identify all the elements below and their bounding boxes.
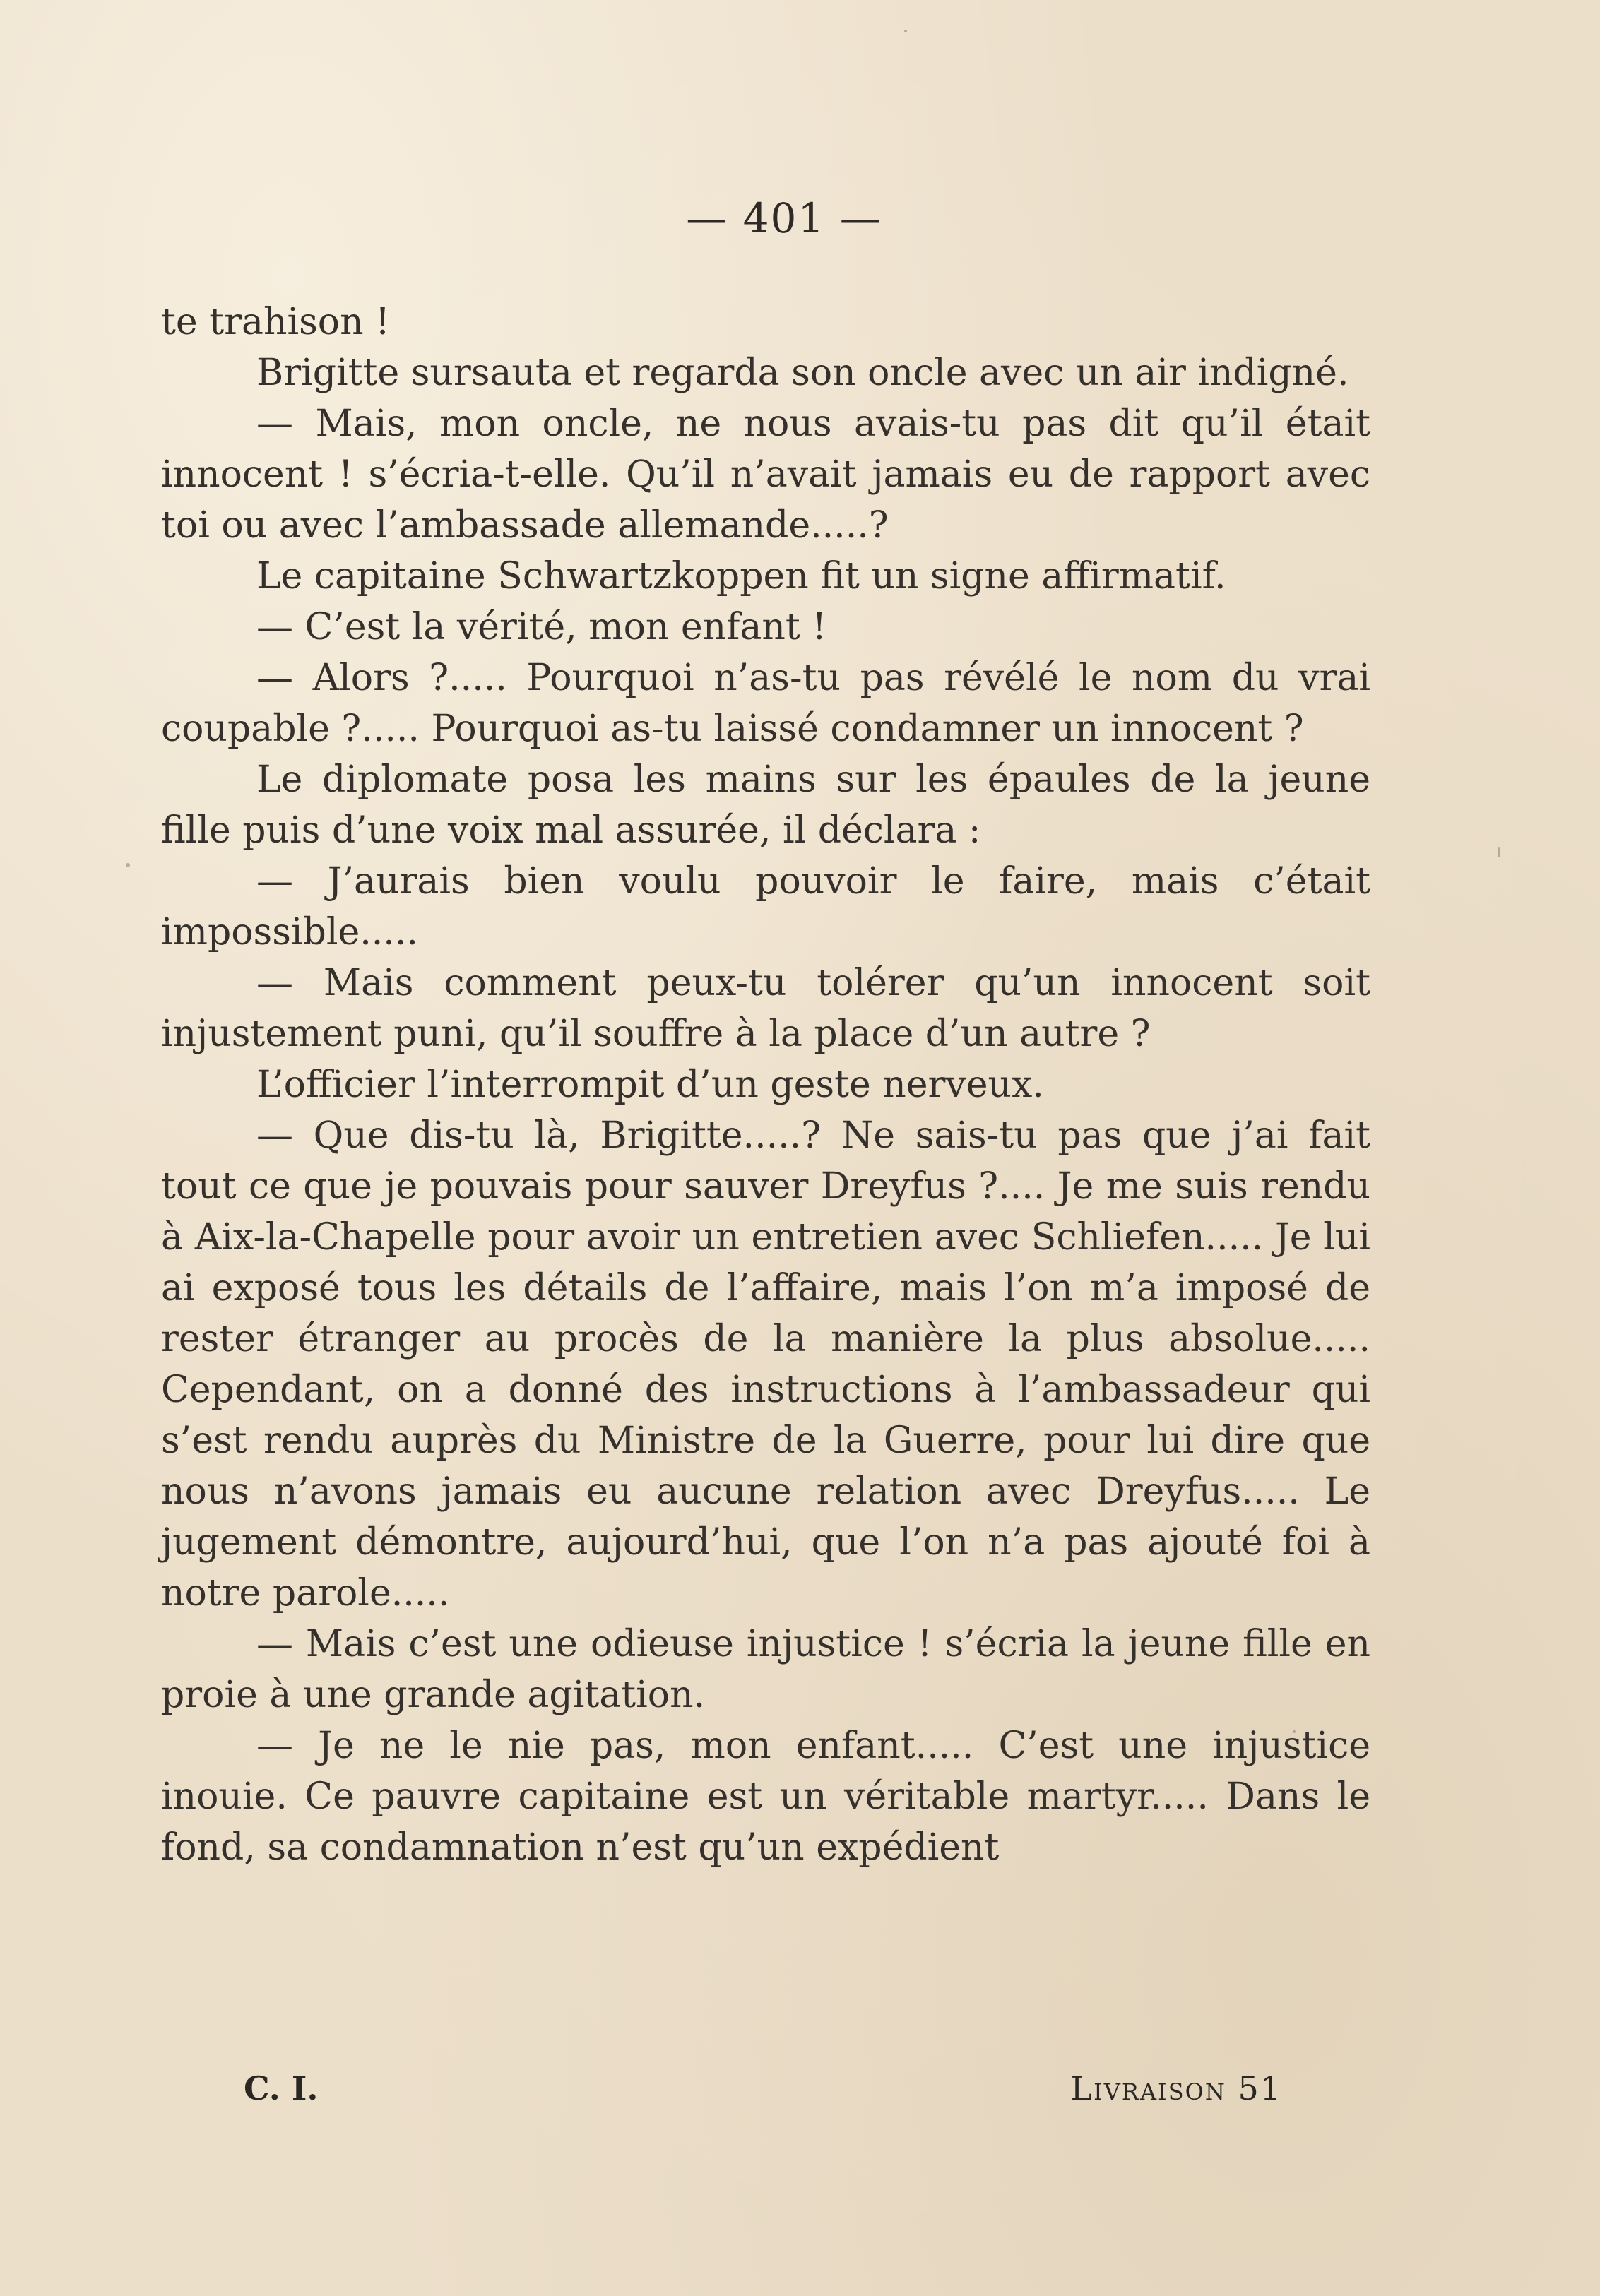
paragraph: — Je ne le nie pas, mon enfant..... C’est une injustice inouie. Ce pauvre capitaine est un véritable martyr..... Dans le fond, sa condamnation n’est qu’un expédient	[161, 1725, 1370, 1869]
page-footer	[244, 2069, 1282, 2119]
paper-speck	[126, 863, 130, 867]
footer-signature-mark: C. I.	[244, 2069, 319, 2107]
paragraph: Brigitte sursauta et regarda son oncle avec un air indigné.	[256, 352, 1349, 394]
paragraph: — Que dis-tu là, Brigitte.....? Ne sais-tu pas que j’ai fait tout ce que je pouvais pour sauver Dreyfus ?.... Je me suis rendu à Aix-la-Chapelle pour avoir un entretien avec Schliefen..... Je lui ai exposé tous les détails de l’affaire, mais l’on m’a imposé de rester étranger au procès de la manière la plus absolue..... Cependant, on a donné des instructions à l’ambassadeur qui s’est rendu auprès du Ministre de la Guerre, pour lui dire que nous n’avons jamais eu aucune relation avec Dreyfus..... Le jugement démontre, aujourd’hui, que l’on n’a pas ajouté foi à notre parole.....	[161, 1114, 1370, 1614]
paragraph: Le capitaine Schwartzkoppen fit un signe affirmatif.	[256, 555, 1226, 597]
paragraph: — Alors ?..... Pourquoi n’as-tu pas révélé le nom du vrai coupable ?..... Pourquoi as-tu laissé condamner un innocent ?	[161, 657, 1370, 750]
paragraph: — Mais comment peux-tu tolérer qu’un innocent soit injustement puni, qu’il souffre à la place d’un autre ?	[161, 962, 1370, 1055]
paper-speck	[1293, 1730, 1296, 1733]
body-text	[161, 297, 1370, 1873]
paragraph: — Mais, mon oncle, ne nous avais-tu pas dit qu’il était innocent ! s’écria-t-elle. Qu’il n’avait jamais eu de rapport avec toi ou avec l’ambassade allemande.....?	[161, 403, 1370, 547]
paragraph: — C’est la vérité, mon enfant !	[256, 606, 827, 648]
paragraph: Le diplomate posa les mains sur les épaules de la jeune fille puis d’une voix mal assurée, il déclara :	[161, 759, 1370, 852]
paper-speck	[904, 30, 907, 32]
paragraph: te trahison !	[161, 301, 390, 343]
page-number: — 401 —	[686, 194, 882, 242]
paper-speck	[1498, 847, 1500, 857]
paragraph: — Mais c’est une odieuse injustice ! s’écria la jeune fille en proie à une grande agitation.	[161, 1623, 1370, 1716]
paragraph: — J’aurais bien voulu pouvoir le faire, mais c’était impossible.....	[161, 860, 1370, 953]
paragraph: L’officier l’interrompit d’un geste nerveux.	[256, 1064, 1044, 1106]
footer-installment-label: Livraison 51	[1070, 2069, 1282, 2107]
